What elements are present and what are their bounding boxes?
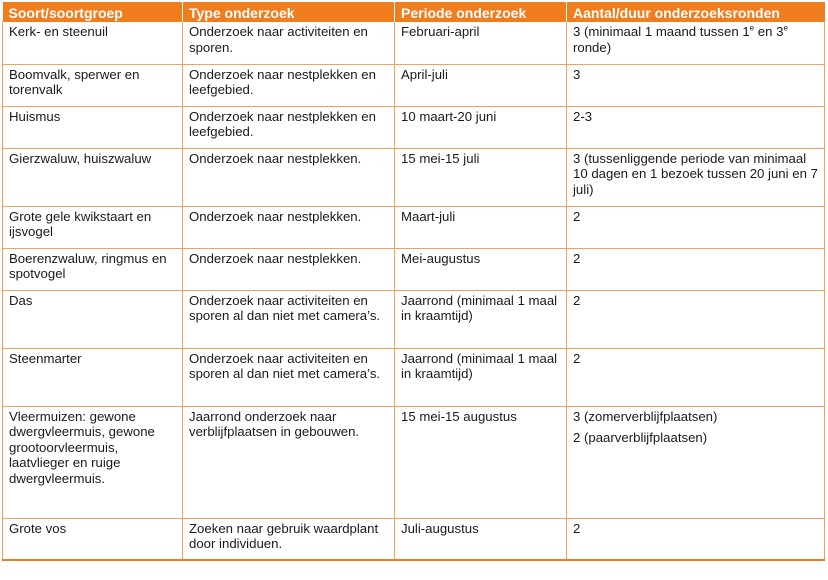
cell-soort: Das [3, 290, 183, 348]
cell-aantal: 2 [567, 206, 825, 248]
cell-type: Onderzoek naar nestplekken en leefgebied. [183, 64, 395, 106]
survey-table-container [2, 2, 824, 561]
cell-soort: Grote gele kwikstaart en ijsvogel [3, 206, 183, 248]
table-row [3, 248, 825, 290]
cell-aantal: 3 (tussenliggende periode van minimaal 10 dagen en 1 bezoek tussen 20 juni en 7 juli) [567, 148, 825, 206]
cell-type: Onderzoek naar nestplekken. [183, 148, 395, 206]
cell-soort: Kerk- en steenuil [3, 22, 183, 64]
table-row [3, 348, 825, 406]
cell-soort: Vleermuizen: gewone dwergvleermuis, gewone grootoorvleermuis, laatvlieger en ruige dwergvleermuis. [3, 406, 183, 518]
table-row [3, 64, 825, 106]
cell-aantal: 3 [567, 64, 825, 106]
cell-aantal: 2 [567, 290, 825, 348]
table-row [3, 206, 825, 248]
survey-table [2, 2, 825, 561]
cell-periode: Jaarrond (minimaal 1 maal in kraamtijd) [395, 290, 567, 348]
cell-periode: Mei-augustus [395, 248, 567, 290]
cell-soort: Boomvalk, sperwer en torenvalk [3, 64, 183, 106]
cell-type: Zoeken naar gebruik waardplant door individuen. [183, 518, 395, 560]
cell-periode: Jaarrond (minimaal 1 maal in kraamtijd) [395, 348, 567, 406]
cell-type: Onderzoek naar activiteiten en sporen. [183, 22, 395, 64]
cell-aantal: 2-3 [567, 106, 825, 148]
table-row [3, 22, 825, 64]
cell-aantal [567, 22, 825, 64]
header-periode: Periode onderzoek [395, 2, 567, 22]
aantal-part-c: ronde) [573, 39, 612, 55]
cell-periode: 10 maart-20 juni [395, 106, 567, 148]
cell-periode: Februari-april [395, 22, 567, 64]
cell-periode: Juli-augustus [395, 518, 567, 560]
cell-type: Onderzoek naar nestplekken en leefgebied. [183, 106, 395, 148]
aantal-line-paar: 2 (paarverblijfplaatsen) [573, 430, 708, 445]
header-type: Type onderzoek [183, 2, 395, 22]
cell-soort: Steenmarter [3, 348, 183, 406]
cell-periode: 15 mei-15 augustus [395, 406, 567, 518]
aantal-line-zomer: 3 (zomerverblijfplaatsen) [573, 408, 718, 424]
cell-type: Onderzoek naar activiteiten en sporen al dan niet met camera’s. [183, 348, 395, 406]
cell-type: Onderzoek naar nestplekken. [183, 206, 395, 248]
table-header-row [3, 2, 825, 22]
cell-soort: Grote vos [3, 518, 183, 560]
table-row [3, 106, 825, 148]
cell-type: Onderzoek naar activiteiten en sporen al dan niet met camera’s. [183, 290, 395, 348]
cell-periode: 15 mei-15 juli [395, 148, 567, 206]
cell-periode: April-juli [395, 64, 567, 106]
header-soort: Soort/soortgroep [3, 2, 183, 22]
cell-type: Jaarrond onderzoek naar verblijfplaatsen in gebouwen. [183, 406, 395, 518]
table-row [3, 290, 825, 348]
cell-aantal: 2 [567, 248, 825, 290]
cell-soort: Gierzwaluw, huiszwaluw [3, 148, 183, 206]
aantal-sup-1: e [749, 23, 755, 33]
aantal-sup-2: e [783, 23, 788, 33]
cell-type: Onderzoek naar nestplekken. [183, 248, 395, 290]
cell-aantal [567, 406, 825, 518]
aantal-part-b: en 3 [754, 24, 784, 39]
table-row [3, 406, 825, 518]
cell-periode: Maart-juli [395, 206, 567, 248]
table-row [3, 518, 825, 560]
header-aantal: Aantal/duur onderzoeksronden [567, 2, 825, 22]
table-row [3, 148, 825, 206]
cell-soort: Huismus [3, 106, 183, 148]
cell-aantal: 2 [567, 348, 825, 406]
aantal-part-a: 3 (minimaal 1 maand tussen 1 [573, 24, 750, 39]
cell-soort: Boerenzwaluw, ringmus en spotvogel [3, 248, 183, 290]
cell-aantal: 2 [567, 518, 825, 560]
